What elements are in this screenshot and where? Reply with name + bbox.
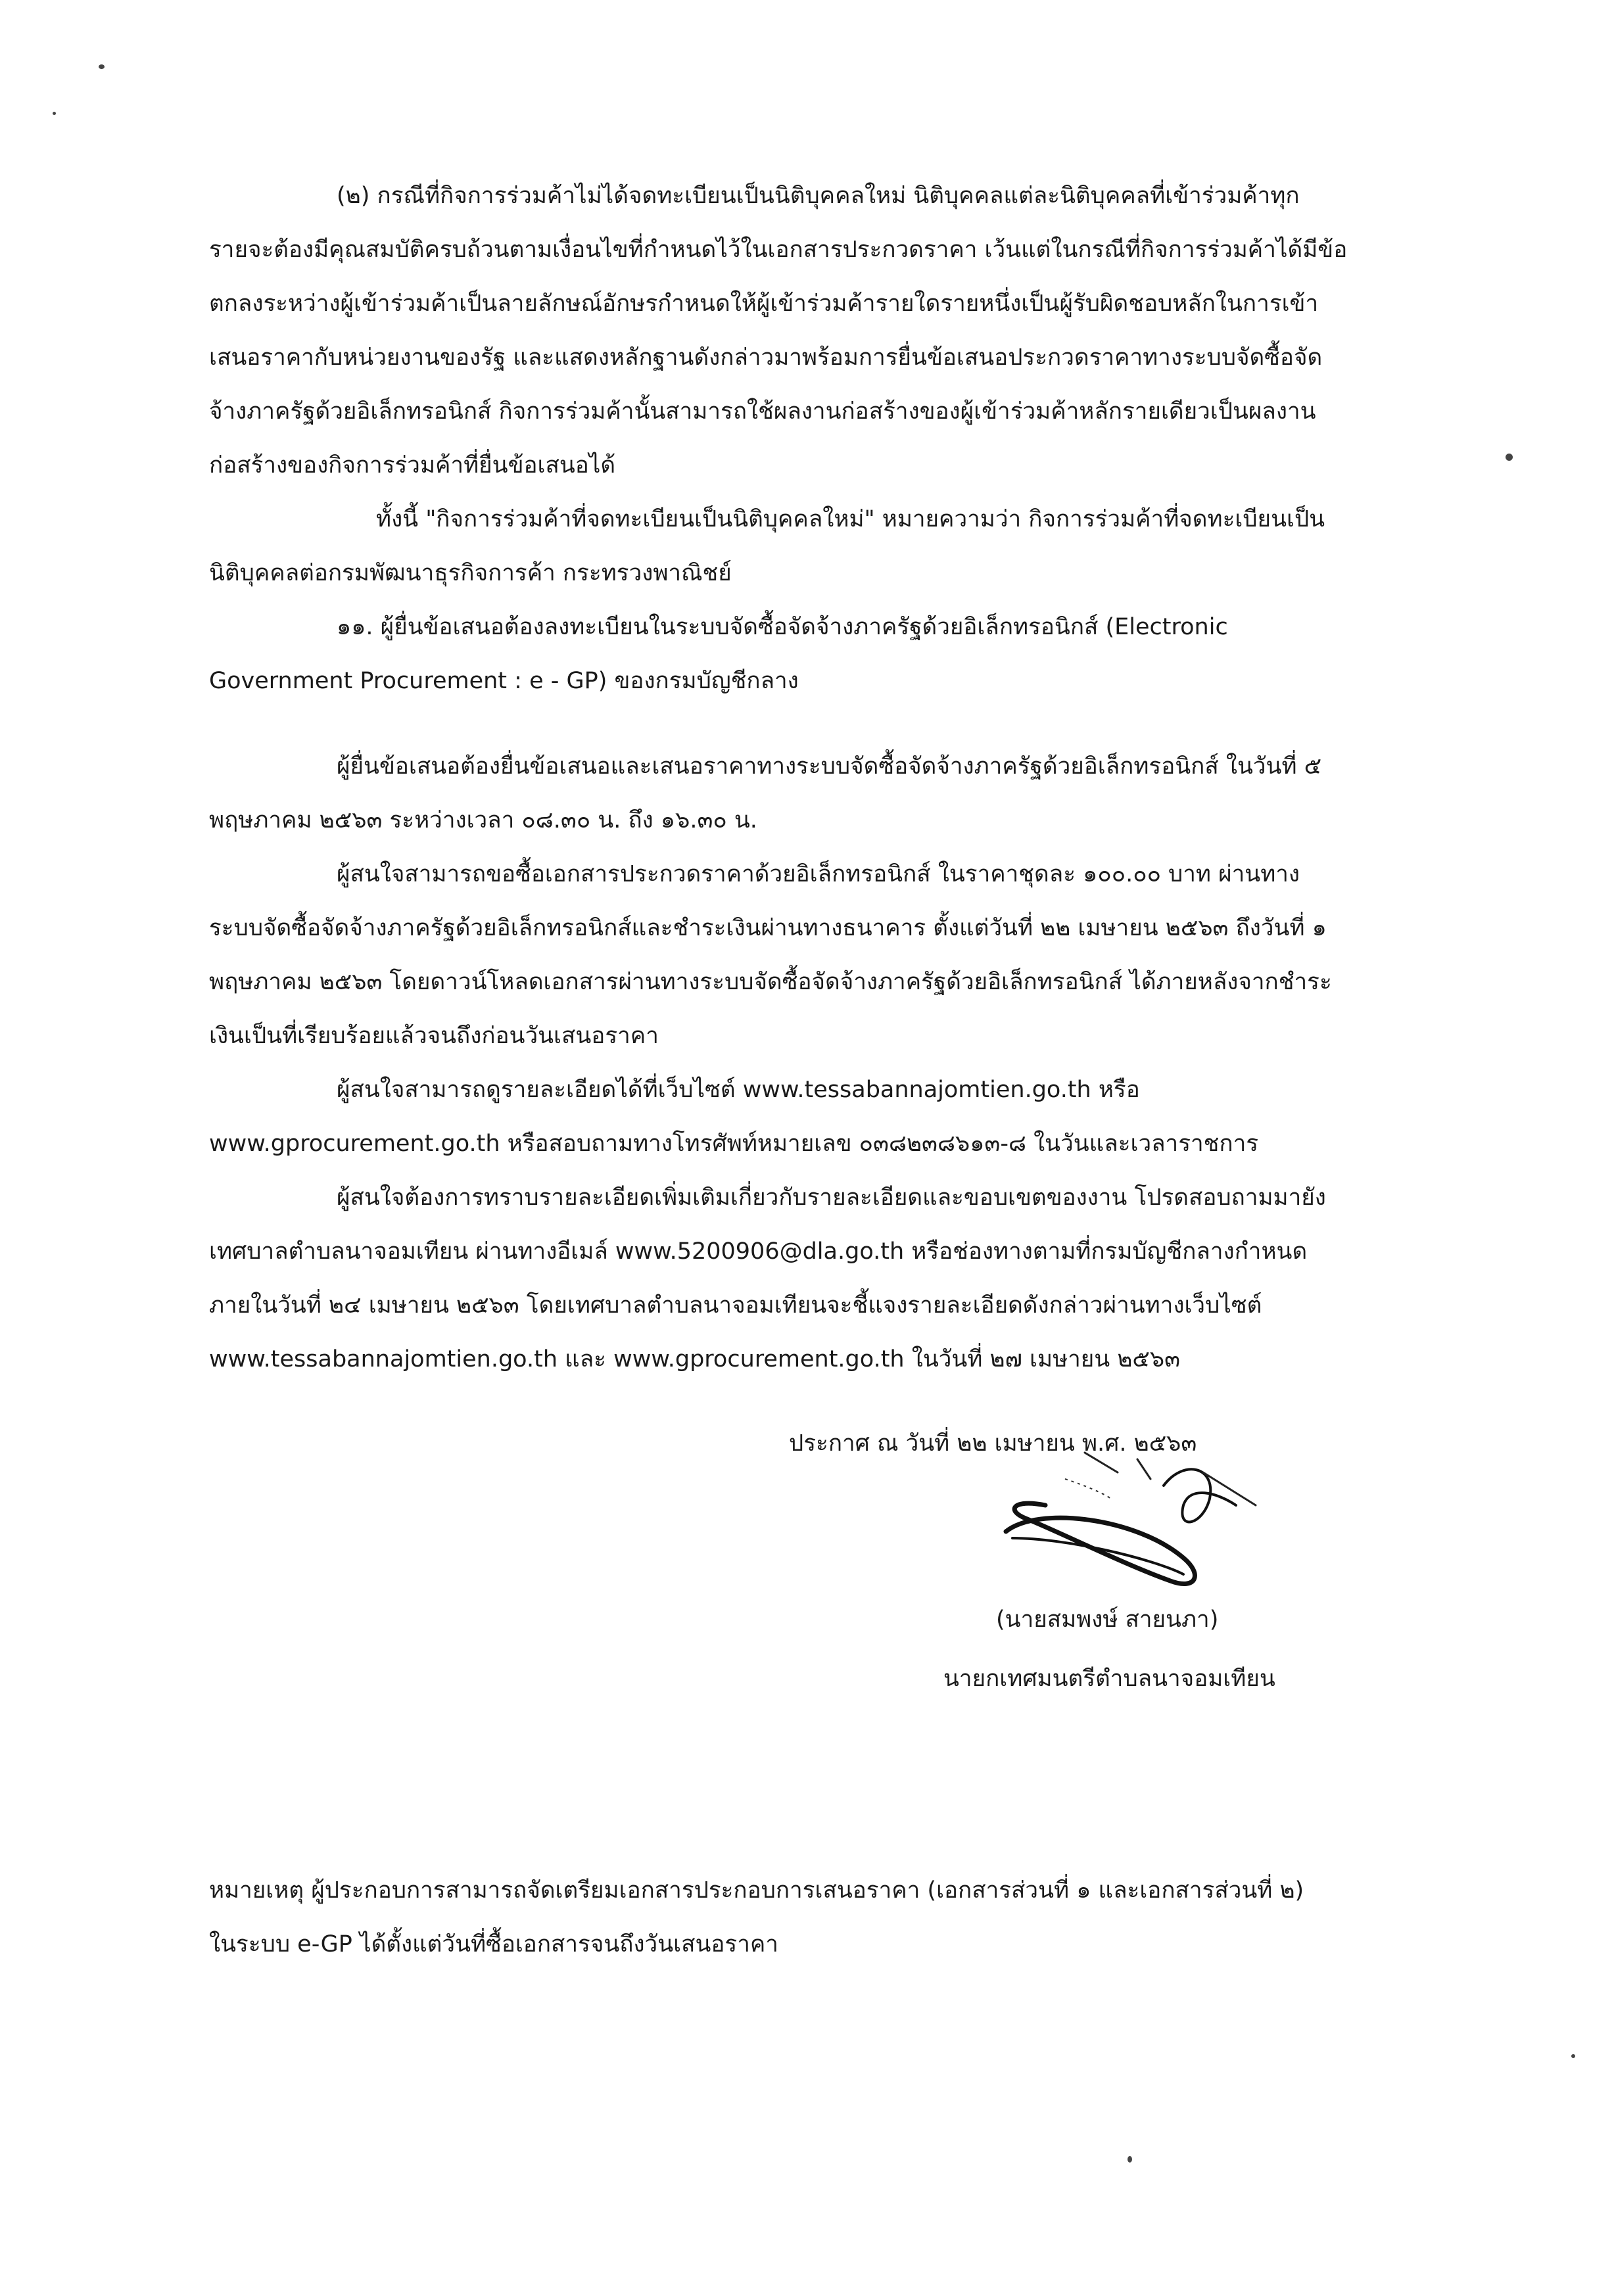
- paragraph-line: www.gprocurement.go.th หรือสอบถามทางโทรศัพท์หมายเลข ๐๓๘๒๓๘๖๑๓-๘ ในวันและเวลาราชการ: [209, 1131, 1259, 1157]
- paragraph-line: เสนอราคากับหน่วยงานของรัฐ และแสดงหลักฐานดังกล่าวมาพร้อมการยื่นข้อเสนอประกวดราคาทางระบบจัดซื้อจัด: [209, 344, 1323, 371]
- scan-speck: [1506, 454, 1513, 461]
- paragraph-line: จ้างภาครัฐด้วยอิเล็กทรอนิกส์ กิจการร่วมค้านั้นสามารถใช้ผลงานก่อสร้างของผู้เข้าร่วมค้าหลักรายเดียวเป็นผลงาน: [209, 398, 1316, 425]
- paragraph-line: ผู้สนใจสามารถขอซื้อเอกสารประกวดราคาด้วยอิเล็กทรอนิกส์ ในราคาชุดละ ๑๐๐.๐๐ บาท ผ่านทาง: [337, 861, 1300, 887]
- signatory-title: นายกเทศมนตรีตำบลนาจอมเทียน: [943, 1666, 1275, 1692]
- scan-speck: [53, 112, 56, 115]
- paragraph-line: ผู้ยื่นข้อเสนอต้องยื่นข้อเสนอและเสนอราคาทางระบบจัดซื้อจัดจ้างภาครัฐด้วยอิเล็กทรอนิกส์ ในวันที่ ๕: [337, 753, 1322, 780]
- signatory-name: (นายสมพงษ์ สายนภา): [996, 1606, 1219, 1633]
- paragraph-line: ระบบจัดซื้อจัดจ้างภาครัฐด้วยอิเล็กทรอนิกส์และชำระเงินผ่านทางธนาคาร ตั้งแต่วันที่ ๒๒ เมษายน ๒๕๖๓ ถึงวันที่ ๑: [209, 915, 1327, 941]
- remark-line: ในระบบ e-GP ได้ตั้งแต่วันที่ซื้อเอกสารจนถึงวันเสนอราคา: [209, 1931, 778, 1957]
- announcement-date: ประกาศ ณ วันที่ ๒๒ เมษายน พ.ศ. ๒๕๖๓: [789, 1430, 1197, 1457]
- paragraph-line: ตกลงระหว่างผู้เข้าร่วมค้าเป็นลายลักษณ์อักษรกำหนดให้ผู้เข้าร่วมค้ารายใดรายหนึ่งเป็นผู้รับผิดชอบหลักในการเข้า: [209, 291, 1319, 317]
- paragraph-line: พฤษภาคม ๒๕๖๓ ระหว่างเวลา ๐๘.๓๐ น. ถึง ๑๖.๓๐ น.: [209, 807, 757, 833]
- paragraph-line: เทศบาลตำบลนาจอมเทียน ผ่านทางอีเมล์ www.5200906@dla.go.th หรือช่องทางตามที่กรมบัญชีกลางกำหนด: [209, 1238, 1308, 1265]
- signature-icon: [986, 1433, 1262, 1604]
- paragraph-line: Government Procurement : e - GP) ของกรมบัญชีกลาง: [209, 668, 799, 694]
- paragraph-line: รายจะต้องมีคุณสมบัติครบถ้วนตามเงื่อนไขที่กำหนดไว้ในเอกสารประกวดราคา เว้นแต่ในกรณีที่กิจการร่วมค้าได้มีข้อ: [209, 237, 1348, 263]
- scan-speck: [99, 64, 105, 69]
- paragraph-line: www.tessabannajomtien.go.th และ www.gprocurement.go.th ในวันที่ ๒๗ เมษายน ๒๕๖๓: [209, 1346, 1181, 1372]
- paragraph-line: ผู้สนใจต้องการทราบรายละเอียดเพิ่มเติมเกี่ยวกับรายละเอียดและขอบเขตของงาน โปรดสอบถามมายัง: [337, 1184, 1326, 1211]
- paragraph-line: พฤษภาคม ๒๕๖๓ โดยดาวน์โหลดเอกสารผ่านทางระบบจัดซื้อจัดจ้างภาครัฐด้วยอิเล็กทรอนิกส์ ได้ภายหลังจากชำระ: [209, 969, 1332, 995]
- paragraph-line: ภายในวันที่ ๒๔ เมษายน ๒๕๖๓ โดยเทศบาลตำบลนาจอมเทียนจะชี้แจงรายละเอียดดังกล่าวผ่านทางเว็บไซต์: [209, 1292, 1262, 1319]
- paragraph-line: นิติบุคคลต่อกรมพัฒนาธุรกิจการค้า กระทรวงพาณิชย์: [209, 560, 732, 586]
- paragraph-line: ทั้งนี้ "กิจการร่วมค้าที่จดทะเบียนเป็นนิติบุคคลใหม่" หมายความว่า กิจการร่วมค้าที่จดทะเบียนเป็น: [376, 506, 1325, 532]
- paragraph-line: ก่อสร้างของกิจการร่วมค้าที่ยื่นข้อเสนอได้: [209, 452, 616, 479]
- paragraph-line: ผู้สนใจสามารถดูรายละเอียดได้ที่เว็บไซต์ www.tessabannajomtien.go.th หรือ: [337, 1077, 1140, 1103]
- paragraph-line: เงินเป็นที่เรียบร้อยแล้วจนถึงก่อนวันเสนอราคา: [209, 1023, 659, 1049]
- paragraph-line: ๑๑. ผู้ยื่นข้อเสนอต้องลงทะเบียนในระบบจัดซื้อจัดจ้างภาครัฐด้วยอิเล็กทรอนิกส์ (Electronic: [337, 614, 1228, 640]
- scan-speck: [1571, 2054, 1575, 2058]
- scan-speck: [1127, 2156, 1132, 2163]
- remark-line: หมายเหตุ ผู้ประกอบการสามารถจัดเตรียมเอกสารประกอบการเสนอราคา (เอกสารส่วนที่ ๑ และเอกสารส่วนที่ ๒): [209, 1877, 1304, 1904]
- paragraph-line: (๒) กรณีที่กิจการร่วมค้าไม่ได้จดทะเบียนเป็นนิติบุคคลใหม่ นิติบุคคลแต่ละนิติบุคคลที่เข้าร่วมค้าทุก: [337, 183, 1300, 209]
